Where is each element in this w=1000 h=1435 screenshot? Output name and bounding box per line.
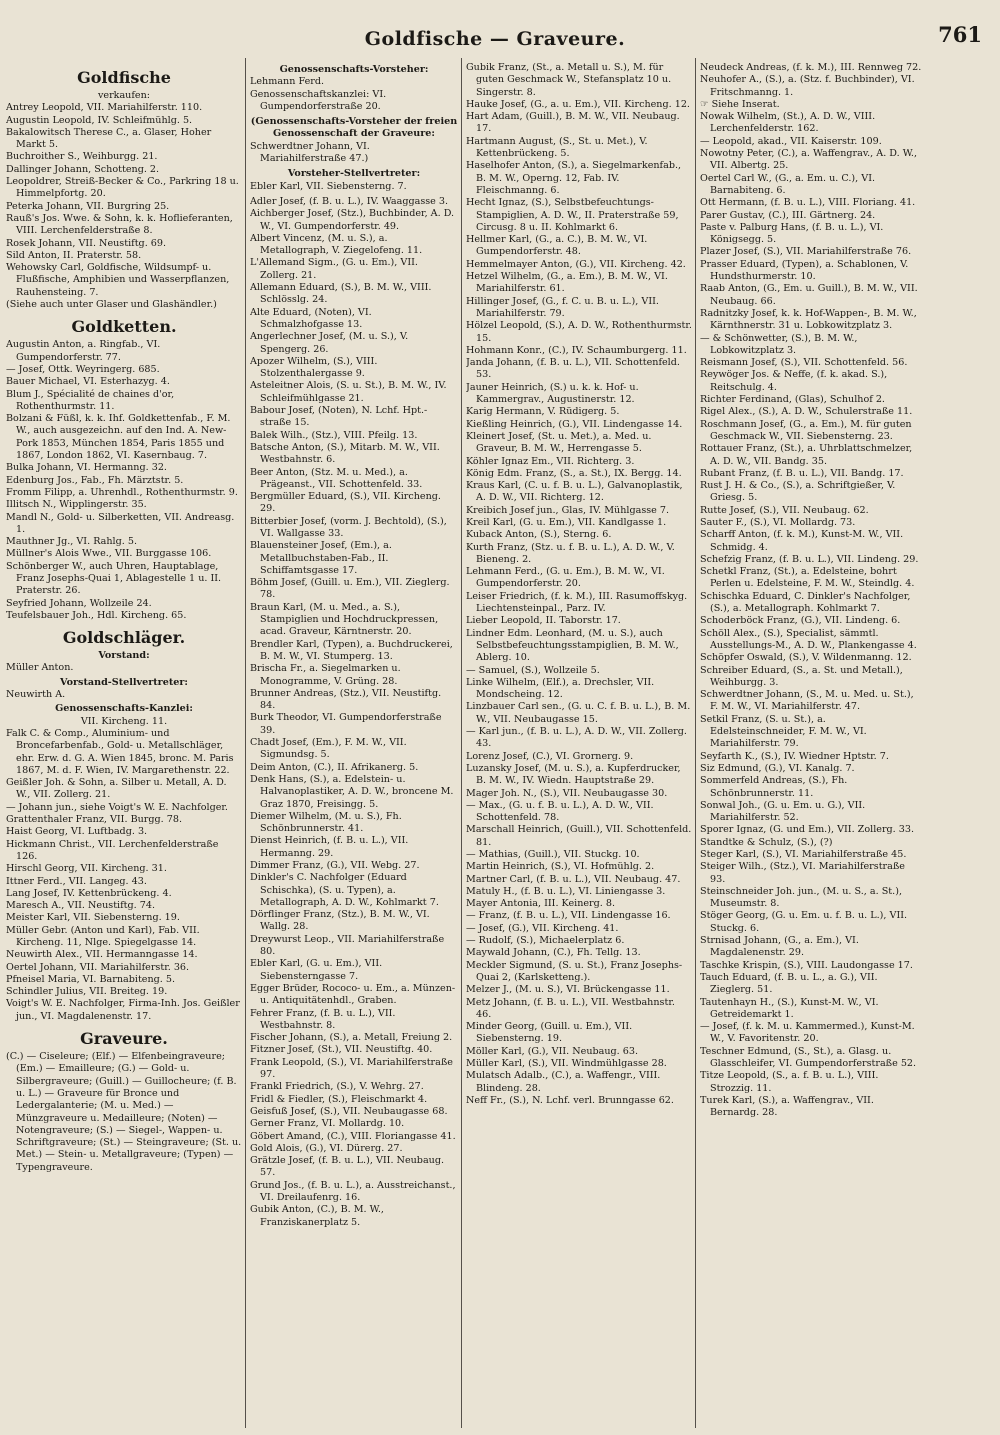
directory-entry: Seyfried Johann, Wollzeile 24. — [6, 597, 152, 609]
freie-genossenschaft-label: (Genossenschafts-Vorsteher der freien Genossenschaft der Graveure: — [250, 116, 458, 140]
directory-entry: Alte Eduard, (Noten), VI. Schmalzhofgasse 13. — [250, 306, 372, 330]
directory-entry: Leiser Friedrich, (f. k. M.), III. Rasumoffskyg. Liechtensteinpal., Parz. IV. — [466, 590, 688, 615]
directory-entry: Bolzani & Füßl, k. k. Ihf. Goldkettenfab., F. M. W., auch ausgezeichn. auf den Ind. A. New-Pork 1853, München 1854, Paris 1855 und 1867, London 1862, VI. Kasernbaug. 7. — [6, 413, 231, 462]
directory-entry: Balek Wilh., (Stz.), VIII. Pfeilg. 13. — [250, 429, 418, 441]
directory-entry: König Edm. Franz, (S., a. St.), IX. Bergg. 14. — [466, 467, 682, 479]
directory-entry: Chadt Josef, (Em.), F. M. W., VII. Sigmundsg. 5. — [250, 737, 407, 761]
graveure-legend: (C.) — Ciseleure; (Elf.) — Elfenbeingraveure; (Em.) — Emailleure; (G.) — Gold- u. Silbergraveure; (Guill.) — Guillocheure; (f. B. u. L.) — Graveure für Bronce und Ledergalanterie; (M. u. Med.) — Münzgraveure u. Medailleure; (Noten) — Notengraveure; (S.) — Siegel-, Wappen- u. Schriftgraveure; (St.) — Steingraveure; (St. u. Met.) — Stein- u. Metallgraveure; (Typen) — Typengraveure. — [6, 1051, 242, 1173]
directory-entry: Adler Josef, (f. B. u. L.), IV. Waaggasse 3. — [250, 195, 449, 207]
directory-entry: Raab Anton, (G., Em. u. Guill.), B. M. W., VII. Neubaug. 66. — [700, 283, 918, 307]
directory-entry: Schischka Eduard, C. Dinkler's Nachfolger, (S.), a. Metallograph. Kohlmarkt 7. — [700, 590, 911, 615]
section-heading-goldschlaeger: Goldschläger. — [62, 628, 186, 648]
page-header — [0, 14, 1000, 54]
directory-entry: Martin Heinrich, (S.), VI. Hofmühlg. 2. — [466, 861, 655, 873]
directory-entry: Tautenhayn H., (S.), Kunst-M. W., VI. Getreidemarkt 1. — [700, 996, 879, 1020]
directory-entry: Lehmann Ferd., (G. u. Em.), B. M. W., VI. Gumpendorferstr. 20. — [466, 566, 665, 590]
directory-entry: Janda Johann, (f. B. u. L.), VII. Schottenfeld. 53. — [466, 357, 680, 381]
directory-entry: Batsche Anton, (S.), Mitarb. M. W., VII. Westbahnstr. 6. — [250, 441, 440, 466]
directory-entry: Egger Brüder, Rococo- u. Em., a. Münzen- u. Antiquitätenhdl., Graben. — [250, 982, 456, 1007]
directory-entry: Göbert Amand, (C.), VIII. Floriangasse 41. — [250, 1130, 456, 1142]
section-heading-graveure: Graveure. — [80, 1029, 168, 1049]
directory-entry: Martner Carl, (f. B. u. L.), VII. Neubaug. 47. — [466, 873, 681, 885]
directory-entry: Bauer Michael, VI. Esterhazyg. 4. — [6, 376, 170, 388]
directory-entry: Maresch A., VII. Neustiftg. 74. — [6, 900, 156, 912]
directory-entry: Ittner Ferd., VII. Langeg. 43. — [6, 875, 147, 887]
directory-entry: Neuhofer A., (S.), a. (Stz. f. Buchbinder), VI. Fritschmanng. 1. — [700, 74, 915, 98]
directory-entry: Dörflinger Franz, (Stz.), B. M. W., VI. Wallg. 28. — [250, 909, 430, 933]
directory-entry: Reismann Josef, (S.), VII. Schottenfeld. 56. — [700, 357, 908, 369]
directory-entry: Aichberger Josef, (Stz.), Buchbinder, A. D. W., VI. Gumpendorferstr. 49. — [250, 208, 455, 232]
directory-entry: Fromm Filipp, a. Uhrenhdl., Rothenthurmstr. 9. — [6, 486, 238, 498]
directory-entry: Grund Jos., (f. B. u. L.), a. Ausstreichanst., VI. Dreilaufenrg. 16. — [250, 1179, 456, 1204]
directory-entry: Schetkl Franz, (St.), a. Edelsteine, bohrt Perlen u. Edelsteine, F. M. W., Steindlg. 4. — [700, 566, 915, 590]
directory-entry: Ebler Karl, (G. u. Em.), VII. Siebensterngasse 7. — [250, 958, 383, 982]
directory-entry: Antrey Leopold, VII. Mariahilferstr. 110. — [6, 102, 203, 114]
directory-entry: Lindner Edm. Leonhard, (M. u. S.), auch Selbstbefeuchtungsstampiglien, B. M. W., Ablerg. 10. — [466, 627, 679, 664]
directory-entry: Nowak Wilhelm, (St.), A. D. W., VIII. Lerchenfelderstr. 162. — [700, 111, 876, 135]
directory-entry: Kleinert Josef, (St. u. Met.), a. Med. u. Graveur, B. M. W., Herrengasse 5. — [466, 430, 652, 455]
directory-entry: Standtke & Schulz, (S.), (?) — [700, 836, 833, 848]
directory-entry: Luzansky Josef, (M. u. S.), a. Kupferdrucker, B. M. W., IV. Wiedn. Hauptstraße 29. — [466, 762, 681, 787]
directory-entry: Rubant Franz, (f. B. u. L.), VII. Bandg. 17. — [700, 467, 904, 479]
directory-entry: Illitsch N., Wipplingerstr. 35. — [6, 499, 147, 511]
directory-entry: Reywöger Jos. & Neffe, (f. k. akad. S.), Reitschulg. 4. — [700, 369, 888, 393]
directory-entry: Steiger Wilh., (Stz.), VI. Mariahilferstraße 93. — [700, 861, 905, 885]
section-heading-goldfische: Goldfische — [77, 68, 171, 87]
directory-entry: — Karl jun., (f. B. u. L.), A. D. W., VII. Zollerg. 43. — [466, 726, 687, 750]
directory-entry: Marschall Heinrich, (Guill.), VII. Schottenfeld. 81. — [466, 824, 692, 848]
kanzlei-address: VII. Kircheng. 11. — [80, 715, 168, 727]
directory-entry: Steger Karl, (S.), VI. Mariahilferstraße 45. — [700, 849, 907, 860]
directory-entry: Rosek Johann, VII. Neustiftg. 69. — [6, 237, 167, 249]
stellvertreter-label: Vorstand-Stellvertreter: — [60, 676, 188, 688]
directory-entry: Lorenz Josef, (C.), VI. Grornerg. 9. — [466, 750, 634, 762]
directory-entry: — & Schönwetter, (S.), B. M. W., Lobkowitzplatz 3. — [700, 332, 858, 356]
directory-entry: Seyfarth K., (S.), IV. Wiedner Hptstr. 7. — [700, 750, 889, 762]
directory-entry: Richter Ferdinand, (Glas), Schulhof 2. — [700, 394, 885, 406]
directory-entry: Kuback Anton, (S.), Sterng. 6. — [466, 529, 612, 541]
directory-entry: Gubik Franz, (St., a. Metall u. S.), M. für guten Geschmack W., Stefansplatz 10 u. Singerstr. 8. — [466, 62, 672, 98]
directory-entry: Taschke Krispin, (S.), VIII. Laudongasse 17. — [700, 959, 913, 971]
directory-entry: Teschner Edmund, (S., St.), a. Glasg. u. Glasschleifer, VI. Gumpendorferstraße 52. — [700, 1045, 917, 1070]
directory-entry: Sild Anton, II. Praterstr. 58. — [6, 249, 142, 261]
directory-entry: Oertel Johann, VII. Mariahilferstr. 36. — [6, 961, 190, 973]
directory-entry: Fridl & Fiedler, (S.), Fleischmarkt 4. — [250, 1093, 428, 1105]
directory-entry: Augustin Anton, a. Ringfab., VI. Gumpendorferstr. 77. — [6, 339, 161, 363]
directory-entry: Buchroither S., Weihburgg. 21. — [6, 151, 158, 163]
directory-entry: Scharff Anton, (f. k. M.), Kunst-M. W., VII. Schmidg. 4. — [700, 529, 904, 553]
directory-entry: (Siehe auch unter Glaser und Glashändler.) — [6, 299, 217, 311]
directory-entry: Blum J., Spécialité de chaines d'or, Rothenthurmstr. 11. — [6, 388, 175, 412]
directory-entry: Schreiber Eduard, (S., a. St. und Metall.), Weihburgg. 3. — [700, 664, 903, 688]
directory-entry: Setkil Franz, (S. u. St.), a. Edelsteinschneider, F. M. W., VI. Mariahilferstr. 79. — [700, 713, 867, 750]
directory-entry: Bitterbier Josef, (vorm. J. Bechtold), (S.), VI. Wallgasse 33. — [250, 515, 447, 539]
directory-entry: Grattenthaler Franz, VII. Burgg. 78. — [6, 814, 183, 826]
directory-entry: Neudeck Andreas, (f. k. M.), III. Rennweg 72. — [700, 62, 922, 73]
directory-entry: Rigel Alex., (S.), A. D. W., Schulerstraße 11. — [700, 406, 913, 418]
directory-entry: Dinkler's C. Nachfolger (Eduard Schischka), (S. u. Typen), a. Metallograph, A. D. W., Kohlmarkt 7. — [250, 872, 439, 908]
directory-entry: Leopoldrer, Streiß-Becker & Co., Parkring 18 u. Himmelpfortg. 20. — [6, 176, 239, 200]
entry-list-goldketten — [6, 339, 242, 622]
entry-list-goldschlaeger — [6, 728, 242, 1023]
directory-entry: Gold Alois, (G.), VI. Dürerg. 27. — [250, 1142, 403, 1154]
directory-entry: Maywald Johann, (C.), Fh. Tellg. 13. — [466, 947, 641, 959]
directory-entry: Minder Georg, (Guill. u. Em.), VII. Siebensterng. 19. — [466, 1021, 633, 1045]
entry-list-graveure-a — [250, 196, 458, 1229]
directory-entry: — Mathias, (Guill.), VII. Stuckg. 10. — [466, 849, 640, 860]
directory-entry: Rust J. H. & Co., (S.), a. Schriftgießer, V. Griesg. 5. — [700, 480, 896, 504]
directory-entry: Bergmüller Eduard, (S.), VII. Kircheng. 29. — [250, 491, 441, 515]
kanzlei-line: Genossenschaftskanzlei: VI. Gumpendorferstraße 20. — [250, 88, 387, 112]
directory-entry: Deim Anton, (C.), II. Afrikanerg. 5. — [250, 761, 419, 773]
directory-entry: Lang Josef, IV. Kettenbrückeng. 4. — [6, 887, 172, 899]
directory-entry: Dreywurst Leop., VII. Mariahilferstraße 80. — [250, 933, 445, 958]
directory-entry: Grätzle Josef, (f. B. u. L.), VII. Neubaug. 57. — [250, 1155, 445, 1179]
directory-entry: Neff Fr., (S.), N. Lchf. verl. Brunngasse 62. — [466, 1094, 674, 1106]
directory-entry: Hauke Josef, (G., a. u. Em.), VII. Kircheng. 12. — [466, 98, 690, 110]
directory-entry: Albert Vincenz, (M. u. S.), a. Metallograph, V. Ziegelofeng. 11. — [250, 232, 423, 257]
directory-entry: Sauter F., (S.), VI. Mollardg. 73. — [700, 516, 856, 528]
vorsteher-name: Lehmann Ferd. — [250, 76, 325, 88]
directory-entry: Gubik Anton, (C.), B. M. W., Franziskanerplatz 5. — [250, 1204, 384, 1228]
directory-entry: Schwerdtner Johann, (S., M. u. Med. u. St.), F. M. W., VI. Mariahilferstr. 47. — [700, 689, 914, 713]
directory-entry: Geisfuß Josef, (S.), VII. Neubaugasse 68. — [250, 1105, 448, 1117]
running-title: Goldfische — Graveure. — [364, 28, 626, 50]
directory-entry: Fischer Johann, (S.), a. Metall, Freiung 2. — [250, 1032, 453, 1044]
directory-entry: Strnisad Johann, (G., a. Em.), VI. Magdalenenstr. 29. — [700, 935, 859, 959]
directory-entry: Haist Georg, VI. Luftbadg. 3. — [6, 826, 148, 838]
directory-entry: Hecht Ignaz, (S.), Selbstbefeuchtungs-Stampiglien, A. D. W., II. Praterstraße 59, Circusg. 8 u. II. Kohlmarkt 6. — [466, 197, 679, 233]
directory-entry: — Josef, (G.), VII. Kircheng. 41. — [466, 922, 619, 934]
directory-entry: Hirschl Georg, VII. Kircheng. 31. — [6, 863, 167, 875]
column-2 — [250, 62, 458, 1430]
directory-entry: Fehrer Franz, (f. B. u. L.), VII. Westbahnstr. 8. — [250, 1007, 396, 1031]
directory-entry: — Johann jun., siehe Voigt's W. E. Nachfolger. — [6, 801, 228, 813]
column-divider — [695, 58, 696, 1428]
directory-entry: Hillinger Josef, (G., f. C. u. B. u. L.), VII. Mariahilferstr. 79. — [466, 295, 659, 319]
column-1 — [6, 62, 242, 1430]
directory-entry: Kreibich Josef jun., Glas, IV. Mühlgasse 7. — [466, 504, 670, 516]
directory-entry: Haselhofer Anton, (S.), a. Siegelmarkenfab., B. M. W., Operng. 12, Fab. IV. Fleischmanng. 6. — [466, 160, 682, 196]
directory-entry: Tauch Eduard, (f. B. u. L., a. G.), VII. Zieglerg. 51. — [700, 971, 878, 996]
directory-entry: Müllner's Alois Wwe., VII. Burggasse 106. — [6, 548, 212, 560]
directory-entry: Turek Karl, (S.), a. Waffengrav., VII. Bernardg. 28. — [700, 1094, 874, 1119]
directory-entry: — Josef, Ottk. Weyringerg. 685. — [6, 363, 160, 375]
directory-entry: Rottauer Franz, (St.), a. Uhrblattschmelzer, A. D. W., VII. Bandg. 35. — [700, 443, 913, 467]
column-4 — [700, 62, 922, 1430]
directory-entry: Mandl N., Gold- u. Silberketten, VII. Andreasg. 1. — [6, 511, 235, 535]
directory-entry: Stöger Georg, (G. u. Em. u. f. B. u. L.), VII. Stuckg. 6. — [700, 910, 908, 934]
vorsteher-label: Genossenschafts-Vorsteher: — [279, 64, 429, 75]
directory-entry: Nowotny Peter, (C.), a. Waffengrav., A. D. W., VII. Albertg. 25. — [700, 148, 918, 172]
directory-entry: — Josef, (f. k. M. u. Kammermed.), Kunst-M. W., V. Favoritenstr. 20. — [700, 1021, 915, 1045]
directory-entry: Müller Karl, (S.), VII. Windmühlgasse 28. — [466, 1058, 667, 1070]
directory-entry: Neuwirth Alex., VII. Hermanngasse 14. — [6, 949, 198, 961]
directory-entry: Siz Edmund, (G.), VI. Kanalg. 7. — [700, 762, 855, 774]
directory-entry: Asteleitner Alois, (S. u. St.), B. M. W., IV. Schleifmühlgasse 21. — [250, 380, 447, 404]
directory-entry: Beer Anton, (Stz. M. u. Med.), a. Prägeanst., VII. Schottenfeld. 33. — [250, 466, 423, 490]
directory-entry: Geißler Joh. & Sohn, a. Silber u. Metall, A. D. W., VII. Zollerg. 21. — [6, 777, 227, 801]
column-divider — [245, 58, 246, 1428]
directory-entry: Frankl Friedrich, (S.), V. Wehrg. 27. — [250, 1081, 424, 1093]
directory-entry: Mauthner Jg., VI. Rahlg. 5. — [6, 536, 138, 548]
directory-entry: Linzbauer Carl sen., (G. u. C. f. B. u. L.), B. M. W., VII. Neubaugasse 15. — [466, 701, 691, 725]
directory-entry: Mulatsch Adalb., (C.), a. Waffengr., VIII. Blindeng. 28. — [466, 1070, 661, 1094]
stellvertreter-name: Ebler Karl, VII. Siebensterng. 7. — [250, 180, 407, 192]
directory-entry: Roschmann Josef, (G., a. Em.), M. für guten Geschmack W., VII. Siebensterng. 23. — [700, 418, 912, 442]
directory-entry: Müller Gebr. (Anton und Karl), Fab. VII. Kircheng. 11, Nlge. Spiegelgasse 14. — [6, 924, 200, 948]
directory-entry: Dienst Heinrich, (f. B. u. L.), VII. Hermanng. 29. — [250, 835, 409, 859]
entry-list-goldfische — [6, 102, 242, 311]
vorstand-label: Vorstand: — [98, 650, 150, 662]
directory-entry: Burk Theodor, VI. Gumpendorferstraße 39. — [250, 712, 442, 736]
directory-entry: Kießling Heinrich, (G.), VII. Lindengasse 14. — [466, 418, 683, 430]
directory-entry: Parer Gustav, (C.), III. Gärtnerg. 24. — [700, 209, 876, 221]
directory-entry: Angerlechner Josef, (M. u. S.), V. Spengerg. 26. — [250, 331, 409, 355]
directory-entry: Augustin Leopold, IV. Schleifmühlg. 5. — [6, 114, 193, 126]
directory-entry: Schefzig Franz, (f. B. u. L.), VII. Lindeng. 29. — [700, 553, 919, 565]
column-divider — [461, 58, 462, 1428]
directory-entry: Hickmann Christ., VII. Lerchenfelderstraße 126. — [6, 838, 219, 862]
directory-entry: Kraus Karl, (C. u. f. B. u. L.), Galvanoplastik, A. D. W., VII. Richterg. 12. — [466, 480, 683, 504]
directory-entry: Bakalowitsch Therese C., a. Glaser, Hoher Markt 5. — [6, 126, 212, 151]
directory-entry: Hemmelmayer Anton, (G.), VII. Kircheng. 42. — [466, 258, 686, 270]
directory-entry: Pfneisel Maria, VI. Barnabiteng. 5. — [6, 973, 176, 985]
directory-entry: Hellmer Karl, (G., a. C.), B. M. W., VI. Gumpendorferstr. 48. — [466, 234, 648, 258]
directory-entry: Karig Hermann, V. Rüdigerg. 5. — [466, 406, 620, 418]
directory-entry: Hölzel Leopold, (S.), A. D. W., Rothenthurmstr. 15. — [466, 320, 692, 344]
directory-entry: Schöpfer Oswald, (S.), V. Wildenmanng. 12. — [700, 652, 912, 664]
directory-entry: Braun Karl, (M. u. Med., a. S.), Stampiglien und Hochdruckpressen, acad. Graveur, Kärntnerstr. 20. — [250, 601, 439, 638]
stellvertreter-name: Neuwirth A. — [6, 689, 66, 701]
directory-entry: Babour Josef, (Noten), N. Lchf. Hpt.-straße 15. — [250, 405, 428, 429]
entry-list-graveure-c — [700, 62, 922, 1120]
directory-entry: Schindler Julius, VII. Breiteg. 19. — [6, 986, 168, 998]
column-3 — [466, 62, 692, 1430]
directory-entry: Schoderböck Franz, (G.), VII. Lindeng. 6. — [700, 615, 901, 627]
directory-entry: — Franz, (f. B. u. L.), VII. Lindengasse 16. — [466, 910, 671, 922]
directory-entry: Hartmann August, (S., St. u. Met.), V. Kettenbrückeng. 5. — [466, 135, 648, 160]
directory-entry: Frank Leopold, (S.), VI. Mariahilferstraße 97. — [250, 1056, 453, 1081]
stellvertreter-label: Vorsteher-Stellvertreter: — [287, 168, 421, 180]
directory-entry: Hohmann Konr., (C.), IV. Schaumburgerg. 11. — [466, 344, 687, 356]
directory-entry: Hetzel Wilhelm, (G., a. Em.), B. M. W., VI. Mariahilferstr. 61. — [466, 271, 668, 295]
directory-entry: Prasser Eduard, (Typen), a. Schablonen, V. Hundsthurmerstr. 10. — [700, 258, 909, 283]
directory-entry: Kreil Karl, (G. u. Em.), VII. Kandlgasse 1. — [466, 516, 667, 528]
directory-entry: Lieber Leopold, II. Taborstr. 17. — [466, 615, 621, 627]
directory-entry: Diemer Wilhelm, (M. u. S.), Fh. Schönbrunnerstr. 41. — [250, 810, 402, 835]
directory-entry: Edenburg Jos., Fab., Fh. Märztstr. 5. — [6, 474, 184, 486]
directory-entry: Voigt's W. E. Nachfolger, Firma-Inh. Jos. Geißler jun., VI. Magdalenenstr. 17. — [6, 998, 240, 1022]
directory-entry: Radnitzky Josef, k. k. Hof-Wappen-, B. M. W., Kärnthnerstr. 31 u. Lobkowitzplatz 3. — [700, 307, 917, 332]
directory-entry: — Samuel, (S.), Wollzeile 5. — [466, 664, 600, 676]
directory-entry: Brendler Karl, (Typen), a. Buchdruckerei, B. M. W., VI. Stumperg. 13. — [250, 638, 453, 662]
directory-entry: Rutte Josef, (S.), VII. Neubaug. 62. — [700, 504, 869, 516]
directory-entry: Titze Leopold, (S., a. f. B. u. L.), VIII. Strozzig. 11. — [700, 1070, 879, 1094]
directory-entry: Hart Adam, (Guill.), B. M. W., VII. Neubaug. 17. — [466, 111, 680, 135]
directory-entry: Schöll Alex., (S.), Specialist, sämmtl. Ausstellungs-M., A. D. W., Plankengasse 4. — [700, 627, 917, 651]
directory-entry: ☞ Siehe Inserat. — [700, 98, 780, 110]
directory-entry: Allemann Eduard, (S.), B. M. W., VIII. Schlösslg. 24. — [250, 282, 432, 306]
directory-entry: Melzer J., (M. u. S.), VI. Brückengasse 11. — [466, 984, 670, 996]
directory-entry: Jauner Heinrich, (S.) u. k. k. Hof- u. Kammergrav., Augustinerstr. 12. — [466, 381, 639, 406]
directory-entry: Brunner Andreas, (Stz.), VII. Neustiftg. 84. — [250, 687, 442, 712]
directory-entry: Plazer Josef, (S.), VII. Mariahilferstraße 76. — [700, 246, 912, 258]
directory-entry: Linke Wilhelm, (Elf.), a. Drechsler, VII. Mondscheing. 12. — [466, 676, 655, 701]
directory-entry: Paste v. Palburg Hans, (f. B. u. L.), VI. Königsegg. 5. — [700, 221, 884, 246]
directory-entry: Schönberger W., auch Uhren, Hauptablage, Franz Josephs-Quai 1, Ablagestelle 1 u. II. Praterstr. 26. — [6, 560, 222, 597]
directory-entry: Böhm Josef, (Guill. u. Em.), VII. Zieglerg. 78. — [250, 577, 450, 601]
directory-entry: Wehowsky Carl, Goldfische, Wildsumpf- u. Flußfische, Amphibien und Wasserpflanzen, Rauhensteing. 7. — [6, 262, 230, 298]
directory-entry: Matuly H., (f. B. u. L.), VI. Liniengasse 3. — [466, 885, 666, 897]
directory-entry: Meckler Sigmund, (S. u. St.), Franz Josephs-Quai 2, (Karlsketteng.). — [466, 959, 683, 983]
section-subheading: verkaufen: — [97, 90, 151, 101]
directory-entry: Teufelsbauer Joh., Hdl. Kircheng. 65. — [6, 609, 187, 621]
freie-genossenschaft-vorsteher: Schwerdtner Johann, VI. Mariahilferstraße 47.) — [250, 140, 370, 165]
directory-entry: Metz Johann, (f. B. u. L.), VII. Westbahnstr. 46. — [466, 996, 675, 1020]
directory-entry: Sommerfeld Andreas, (S.), Fh. Schönbrunnerstr. 11. — [700, 775, 848, 799]
directory-entry: — Rudolf, (S.), Michaelerplatz 6. — [466, 935, 625, 947]
directory-entry: Mayer Antonia, III. Keinerg. 8. — [466, 898, 616, 910]
directory-entry: Dimmer Franz, (G.), VII. Webg. 27. — [250, 860, 420, 871]
page-number: 761 — [938, 22, 982, 47]
directory-entry: Bulka Johann, VI. Hermanng. 32. — [6, 462, 167, 474]
directory-entry: Oertel Carl W., (G., a. Em. u. C.), VI. Barnabiteng. 6. — [700, 172, 876, 196]
directory-entry: Brischa Fr., a. Siegelmarken u. Monogramme, V. Grüng. 28. — [250, 663, 401, 687]
directory-entry: Steinschneider Joh. jun., (M. u. S., a. St.), Museumstr. 8. — [700, 885, 902, 910]
directory-entry: Rauß's Jos. Wwe. & Sohn, k. k. Hoflieferanten, VIII. Lerchenfelderstraße 8. — [6, 212, 233, 237]
directory-entry: L'Allemand Sigm., (G. u. Em.), VII. Zollerg. 21. — [250, 257, 418, 281]
directory-entry: Sonwal Joh., (G. u. Em. u. G.), VII. Mariahilferstr. 52. — [700, 799, 866, 824]
directory-entry: Falk C. & Comp., Aluminium- und Broncefarbenfab., Gold- u. Metallschläger, ehr. Erw. d. G. A. Wien 1845, bronc. M. Paris 1867, M. d. F. Wien, IV. Margarethenstr. 22. — [6, 727, 234, 776]
directory-entry: Mager Joh. N., (S.), VII. Neubaugasse 30. — [466, 787, 668, 799]
directory-entry: Peterka Johann, VII. Burgring 25. — [6, 200, 170, 212]
directory-entry: Ott Hermann, (f. B. u. L.), VIII. Floriang. 41. — [700, 197, 916, 209]
directory-entry: Sporer Ignaz, (G. und Em.), VII. Zollerg. 33. — [700, 824, 915, 836]
directory-entry: — Max., (G. u. f. B. u. L.), A. D. W., VII. Schottenfeld. 78. — [466, 799, 654, 824]
section-heading-goldketten: Goldketten. — [71, 317, 177, 337]
directory-entry: Gerner Franz, VI. Mollardg. 10. — [250, 1118, 405, 1130]
directory-entry: Fitzner Josef, (St.), VII. Neustiftg. 40. — [250, 1044, 433, 1056]
kanzlei-label: Genossenschafts-Kanzlei: — [55, 703, 193, 715]
directory-entry: Apozer Wilhelm, (S.), VIII. Stolzenthalergasse 9. — [250, 355, 378, 380]
directory-entry: Köhler Ignaz Em., VII. Richterg. 3. — [466, 455, 635, 467]
directory-entry: Kurth Franz, (Stz. u. f. B. u. L.), A. D. W., V. Bieneng. 2. — [466, 541, 675, 565]
entry-list-graveure-b — [466, 62, 692, 1107]
vorstand-name: Müller Anton. — [6, 662, 74, 674]
directory-entry: Dallinger Johann, Schotteng. 2. — [6, 163, 160, 175]
directory-entry: Blauensteiner Josef, (Em.), a. Metallbuchstaben-Fab., II. Schiffamtsgasse 17. — [250, 540, 392, 576]
directory-entry: — Leopold, akad., VII. Kaiserstr. 109. — [700, 135, 882, 147]
directory-entry: Möller Karl, (G.), VII. Neubaug. 63. — [466, 1045, 639, 1057]
directory-entry: Denk Hans, (S.), a. Edelstein- u. Halvanoplastiker, A. D. W., broncene M. Graz 1870, Freisingg. 5. — [250, 773, 454, 810]
directory-entry: Meister Karl, VII. Siebensterng. 19. — [6, 912, 180, 924]
